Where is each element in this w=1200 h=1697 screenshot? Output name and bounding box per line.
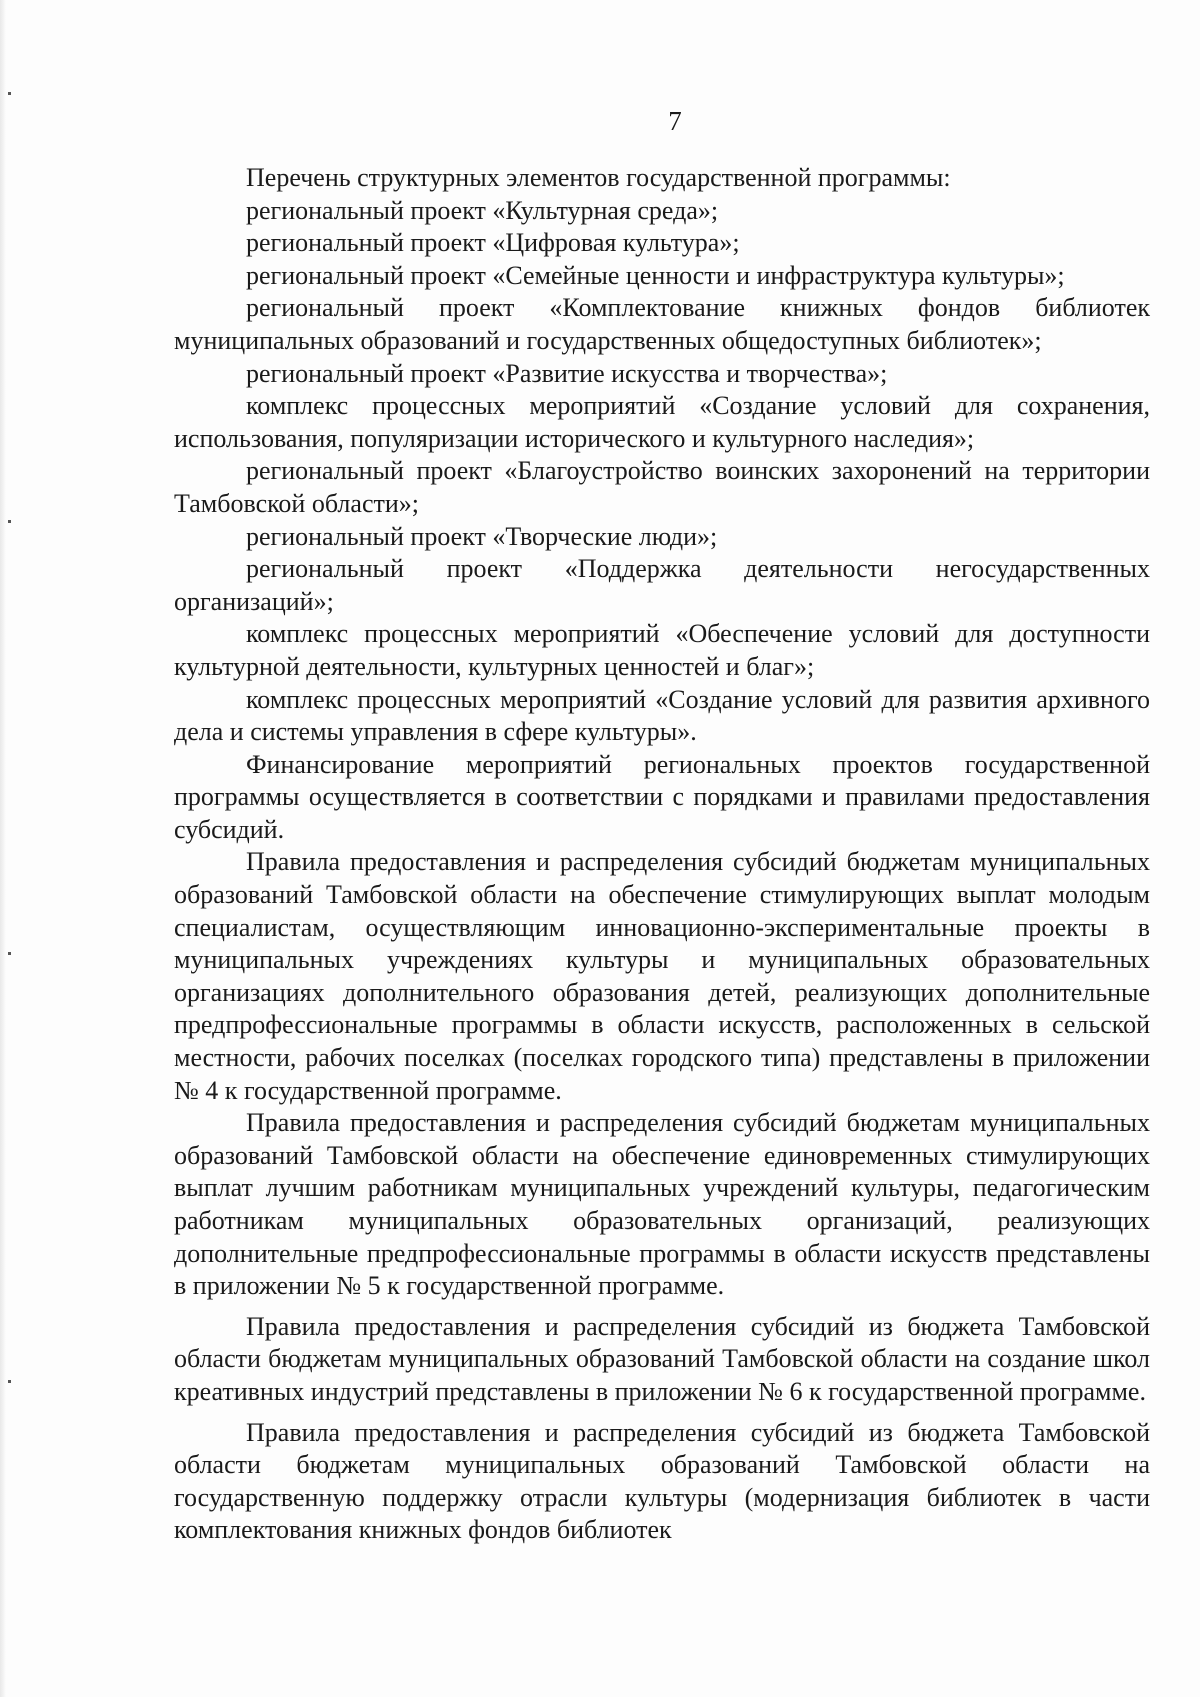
paragraph: комплекс процессных мероприятий «Создание условий для развития архивного дела и системы управления в сфере культуры». <box>174 684 1150 747</box>
paragraph: Перечень структурных элементов государственной программы: <box>246 163 951 192</box>
paragraph: комплекс процессных мероприятий «Обеспечение условий для доступности культурной деятельности, культурных ценностей и благ»; <box>174 619 1150 681</box>
paragraph: региональный проект «Цифровая культура»; <box>246 228 740 258</box>
document-body <box>174 162 1150 1547</box>
scan-mark <box>8 520 11 523</box>
paragraph: региональный проект «Культурная среда»; <box>246 195 719 225</box>
scan-mark <box>8 92 11 95</box>
paragraph: Правила предоставления и распределения субсидий из бюджета Тамбовской области бюджетам муниципальных образований Тамбовской области на создание школ креативных индустрий представлены в приложении № 6 к государственной программе. <box>174 1311 1150 1406</box>
paragraph: Правила предоставления и распределения субсидий бюджетам муниципальных образований Тамбовской области на обеспечение единовременных стимулирующих выплат лучшим работникам муниципальных учреждений культуры, педагогическим работникам муниципальных образовательных организаций, реализующих дополнительные предпрофессиональные программы в области искусств представлены в приложении № 5 к государственной программе. <box>174 1108 1150 1301</box>
page-number: 7 <box>668 106 682 136</box>
paragraph: комплекс процессных мероприятий «Создание условий для сохранения, использования, популяризации исторического и культурного наследия»; <box>174 391 1150 453</box>
paragraph: Правила предоставления и распределения субсидий из бюджета Тамбовской области бюджетам муниципальных образований Тамбовской области на государственную поддержку отрасли культуры (модернизация библиотек в части комплектования книжных фондов библиотек <box>174 1417 1150 1545</box>
paragraph: Правила предоставления и распределения субсидий бюджетам муниципальных образований Тамбовской области на обеспечение стимулирующих выплат молодым специалистам, осуществляющим инновационно-экспериментальные проекты в муниципальных учреждениях культуры и муниципальных образовательных организациях дополнительного образования детей, реализующих дополнительные предпрофессиональные программы в области искусств, расположенных в сельской местности, рабочих поселках (поселках городского типа) представлены в приложении № 4 к государственной программе. <box>174 847 1150 1105</box>
paragraph: Финансирование мероприятий региональных проектов государственной программы осуществляется в соответствии с порядками и правилами предоставления субсидий. <box>174 749 1150 844</box>
paragraph: региональный проект «Семейные ценности и инфраструктура культуры»; <box>246 260 1065 290</box>
paragraph: региональный проект «Благоустройство воинских захоронений на территории Тамбовской области»; <box>174 456 1150 518</box>
paragraph: региональный проект «Комплектование книжных фондов библиотек муниципальных образований и государственных общедоступных библиотек»; <box>174 293 1150 355</box>
paragraph: региональный проект «Развитие искусства и творчества»; <box>246 358 888 388</box>
paragraph: региональный проект «Творческие люди»; <box>246 521 718 551</box>
scan-mark <box>8 1380 11 1383</box>
scan-mark <box>8 952 11 955</box>
paragraph: региональный проект «Поддержка деятельности негосударственных организаций»; <box>174 554 1150 616</box>
scan-edge <box>0 0 6 1697</box>
